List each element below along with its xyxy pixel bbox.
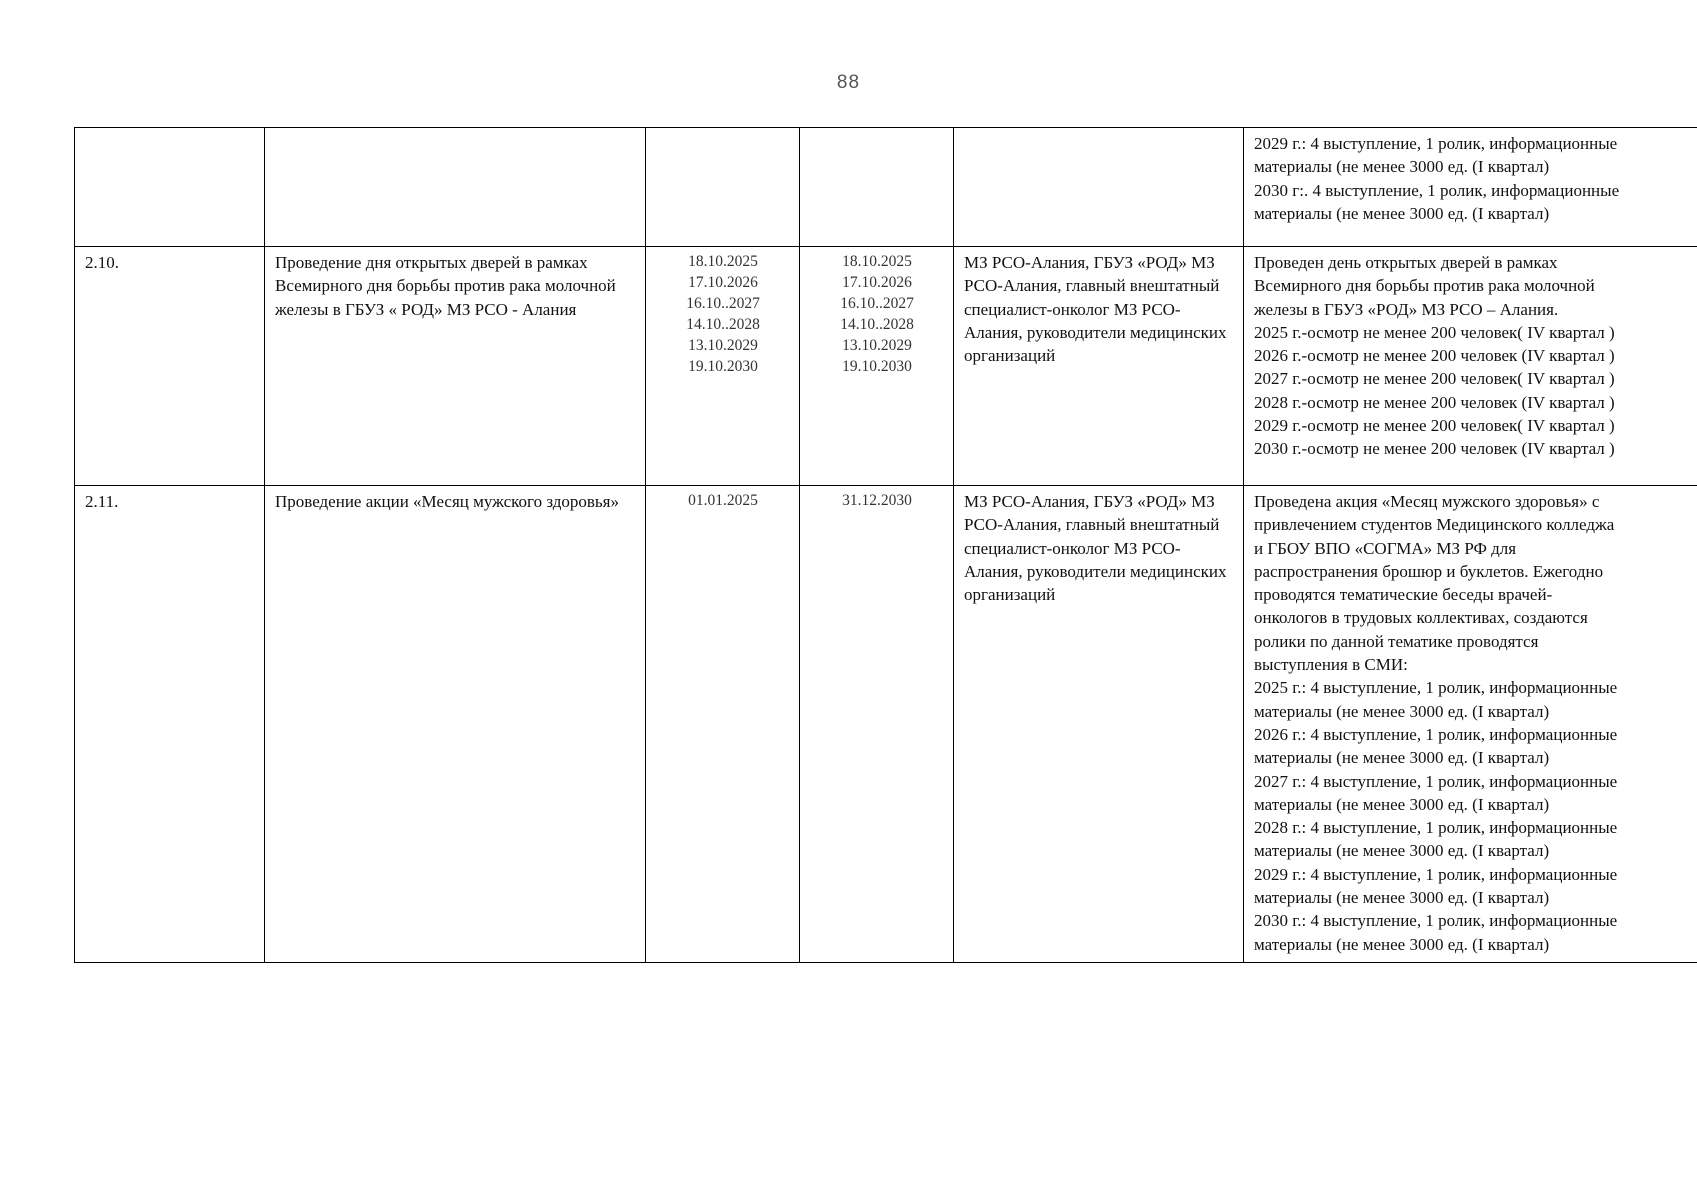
result-line: материалы (не менее 3000 ед. (I квартал) xyxy=(1254,203,1550,223)
result-line: привлечением студентов Медицинского колледжа xyxy=(1254,515,1615,535)
end-dates xyxy=(800,486,954,963)
result-line: 2028 г.: 4 выступление, 1 ролик, информационные xyxy=(1254,818,1618,838)
result-line: онкологов в трудовых коллективах, создаются xyxy=(1254,608,1588,628)
result-line: материалы (не менее 3000 ед. (I квартал) xyxy=(1254,794,1550,814)
page-number: 88 xyxy=(836,72,861,93)
end-date: 31.12.2030 xyxy=(842,492,912,509)
start-date: 01.01.2025 xyxy=(688,492,758,509)
result-line: 2028 г.-осмотр не менее 200 человек (IV квартал ) xyxy=(1254,392,1615,412)
result-line: материалы (не менее 3000 ед. (I квартал) xyxy=(1254,701,1550,721)
cell-event xyxy=(265,128,646,247)
start-dates xyxy=(646,247,800,486)
start-date: 19.10.2030 xyxy=(688,358,758,375)
result-line: 2029 г.-осмотр не менее 200 человек( IV квартал ) xyxy=(1254,416,1615,436)
end-date: 18.10.2025 xyxy=(842,253,912,270)
end-date: 13.10.2029 xyxy=(842,337,912,354)
result-line: 2029 г.: 4 выступление, 1 ролик, информационные xyxy=(1254,134,1618,153)
result-line: Проведена акция «Месяц мужского здоровья» с xyxy=(1254,492,1600,511)
result-line: 2030 г.-осмотр не менее 200 человек (IV квартал ) xyxy=(1254,439,1615,459)
result-line: 2027 г.-осмотр не менее 200 человек( IV квартал ) xyxy=(1254,369,1615,389)
result-line: 2026 г.-осмотр не менее 200 человек (IV квартал ) xyxy=(1254,346,1615,366)
result-line: материалы (не менее 3000 ед. (I квартал) xyxy=(1254,748,1550,768)
result-line: 2025 г.: 4 выступление, 1 ролик, информационные xyxy=(1254,678,1618,698)
start-date: 16.10..2027 xyxy=(686,295,760,312)
result-line: материалы (не менее 3000 ед. (I квартал) xyxy=(1254,157,1550,177)
activity-plan-table xyxy=(74,127,1697,963)
result-line: распространения брошюр и буклетов. Ежегодно xyxy=(1254,561,1604,581)
table-row-2-11 xyxy=(75,486,1697,963)
result-line: и ГБОУ ВПО «СОГМА» МЗ РФ для xyxy=(1254,538,1517,558)
executors: МЗ РСО-Алания, ГБУЗ «РОД» МЗ РСО-Алания, главный внештатный специалист-онколог МЗ РСО-Алания, руководители медицинских организаций xyxy=(954,247,1244,486)
end-date: 14.10..2028 xyxy=(840,316,914,333)
start-date: 17.10.2026 xyxy=(688,274,758,291)
start-date: 14.10..2028 xyxy=(686,316,760,333)
start-date: 18.10.2025 xyxy=(688,253,758,270)
executors: МЗ РСО-Алания, ГБУЗ «РОД» МЗ РСО-Алания, главный внештатный специалист-онколог МЗ РСО-Алания, руководители медицинских организаций xyxy=(954,486,1244,963)
result-line: выступления в СМИ: xyxy=(1254,655,1408,675)
result-line: железы в ГБУЗ «РОД» МЗ РСО – Алания. xyxy=(1254,299,1559,319)
result-line: Всемирного дня борьбы против рака молочной xyxy=(1254,276,1595,296)
table-row-continuation xyxy=(75,128,1697,247)
cell-start-date xyxy=(646,128,800,247)
end-date: 19.10.2030 xyxy=(842,358,912,375)
result xyxy=(1244,247,1697,486)
end-dates xyxy=(800,247,954,486)
table-row-2-10 xyxy=(75,247,1697,486)
result-line: 2027 г.: 4 выступление, 1 ролик, информационные xyxy=(1254,771,1618,791)
result-line: материалы (не менее 3000 ед. (I квартал) xyxy=(1254,888,1550,908)
result-line: материалы (не менее 3000 ед. (I квартал) xyxy=(1254,934,1550,954)
result xyxy=(1244,486,1697,963)
cell-end-date xyxy=(800,128,954,247)
result-line: 2025 г.-осмотр не менее 200 человек( IV квартал ) xyxy=(1254,322,1615,342)
result-line: Проведен день открытых дверей в рамках xyxy=(1254,253,1558,272)
result-line: 2029 г.: 4 выступление, 1 ролик, информационные xyxy=(1254,864,1618,884)
event-description: Проведение акции «Месяц мужского здоровья» xyxy=(265,486,646,963)
cell-executors xyxy=(954,128,1244,247)
end-date: 16.10..2027 xyxy=(840,295,914,312)
end-date: 17.10.2026 xyxy=(842,274,912,291)
cell-result xyxy=(1244,128,1697,247)
row-number: 2.11. xyxy=(75,486,265,963)
result-line: материалы (не менее 3000 ед. (I квартал) xyxy=(1254,841,1550,861)
start-date: 13.10.2029 xyxy=(688,337,758,354)
start-dates xyxy=(646,486,800,963)
result-line: 2030 г:. 4 выступление, 1 ролик, информационные xyxy=(1254,180,1620,200)
cell-number xyxy=(75,128,265,247)
result-line: 2026 г.: 4 выступление, 1 ролик, информационные xyxy=(1254,724,1618,744)
event-description: Проведение дня открытых дверей в рамках Всемирного дня борьбы против рака молочной железы в ГБУЗ « РОД» МЗ РСО - Алания xyxy=(265,247,646,486)
result-line: 2030 г.: 4 выступление, 1 ролик, информационные xyxy=(1254,911,1618,931)
result-line: проводятся тематические беседы врачей- xyxy=(1254,585,1553,605)
result-line: ролики по данной тематике проводятся xyxy=(1254,631,1539,651)
row-number: 2.10. xyxy=(75,247,265,486)
